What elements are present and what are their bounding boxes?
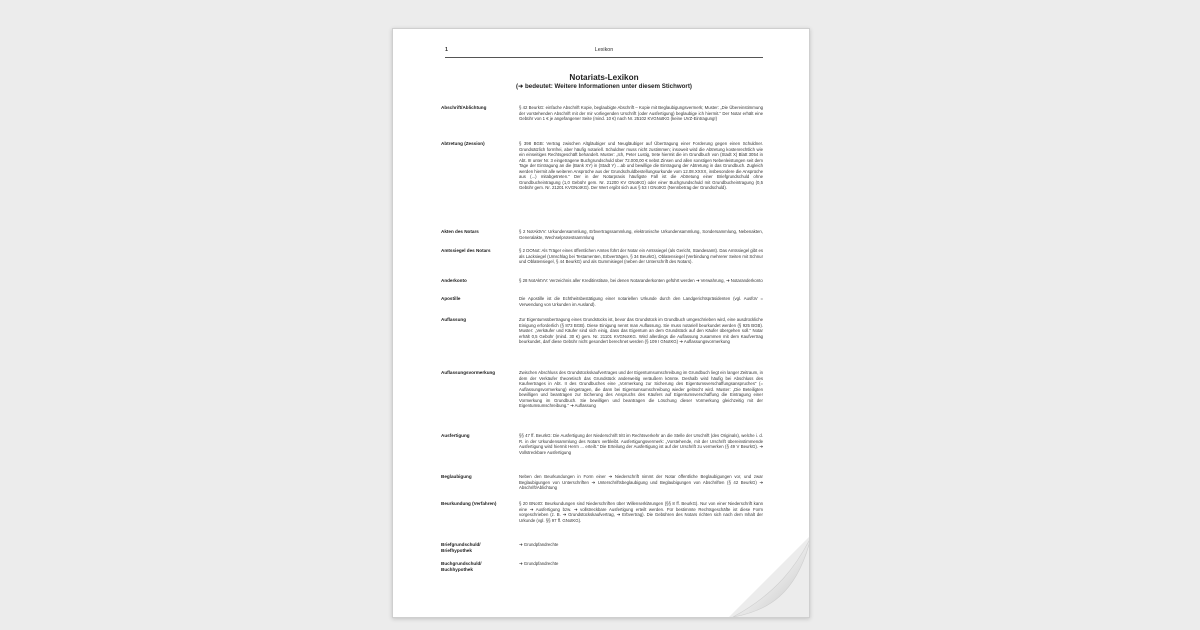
entry-term: Briefgrundschuld/ Briefhypothek bbox=[441, 542, 481, 553]
entry-definition: ➜ Grundpfandrechte bbox=[519, 561, 559, 566]
entry-term: Abtretung (Zession) bbox=[441, 141, 485, 146]
entry-definition: Zwischen Abschluss des Grundstückskaufvertrages und der Eigentumsumschreibung im Grundbuch liegt ein langer Zeitraum, in dem der Verkäufer theoretisch das Grundstück anderweitig veräußern könnte. Deshalb wird häufig bei Abschluss des Kaufvertrages in Abt. II des Grundbuches eine „Vormerkung zur Sicherung des Eigentumsverschaffungsanspruches“ (= Auflassungsvormerkung) eingetragen, die dann bei Eigentumsumschreibung wieder gelöscht wird. Muster: „Die Beteiligten bewilligen und beantragen zur Sicherung des Anspruchs des Käufers auf Eigentumsverschaffung die Eintragung einer Vormerkung im Grundbuch. Sie bewilligen und beantragen die Löschung dieser Vormerkung gleichzeitig mit der Eigentumsumschreibung.“ ➜ Auflassung bbox=[519, 370, 763, 408]
entry-term: Beglaubigung bbox=[441, 474, 472, 479]
lexicon-entry bbox=[441, 278, 765, 296]
entry-definition: § 2 DONot: Als Träger eines öffentlichen Amtes führt der Notar ein Amtssiegel (als Gericht, Standesamt). Das Amtssiegel gibt es als Lacksiegel (Umschlag bei Testamenten, Erbverträgen, § 34 BeurkG), Oblatensiegel (Verbindung mehrerer Seiten mit Schnur und Oblatensiegel, § 44 BeurkG) und als Gummisiegel (neben der Unterschrift des Notars). bbox=[519, 248, 763, 264]
lexicon-entry bbox=[441, 370, 765, 433]
lexicon-entry bbox=[441, 561, 765, 580]
entry-term: Akten des Notars bbox=[441, 229, 479, 234]
entry-definition: § 20 BNotO: Beurkundungen sind Niederschriften über Willenserklärungen (§§ 8 ff. BeurkG). Nur von einer Niederschrift kann eine ➜ Ausfertigung bzw. ➜ vollstreckbare Ausfertigung erteilt werden. Für bestimmte Rechtsgeschäfte ist diese Form vorgeschrieben (z. B. ➜ Grundstückskaufvertrag, ➜ Erbvertrag). Die Gebühren des Notars richten sich nach dem Inhalt der Urkunde (vgl. §§ 97 ff. GNotKG). bbox=[519, 501, 763, 523]
running-header bbox=[445, 45, 763, 57]
running-title: Lexikon bbox=[594, 47, 614, 53]
lexicon-entry bbox=[441, 248, 765, 278]
lexicon-entry bbox=[441, 141, 765, 229]
entry-definition: § 398 BGB: Vertrag zwischen Altgläubiger und Neugläubiger auf Übertragung einer Forderung gegen einen Schuldner. Grundsätzlich formfrei, aber häufig notariell. Schuldner muss nicht zustimmen; insoweit wird die Abtretung kostenrechtlich wie ein einseitiges Rechtsgeschäft behandelt. Muster: „Ich, Peter Lustig, trete hiermit die im Grundbuch von (Stadt X) Blatt 3054 in Abt. III unter Nr. 3 eingetragene Buchgrundschuld über 72.000,00 € nebst Zinsen und allen sonstigen Nebenleistungen seit dem Tage der Eintragung an die (Bank XY) in (Stadt Y) ...ab und bewillige die Eintragung der Abtretung in das Grundbuch. Zugleich werden hiermit alle weiteren Ansprüche aus der Grundschuldbestellungsurkunde vom 12.08.XXXX, insbesondere die Ansprüche aus (...) mitabgetreten.“ Der in der Notarpraxis häufigste Fall ist die Abtretung einer Briefgrundschuld ohne Grundbucheintragung (1,0 Gebühr gem. Nr. 21200 KV GNotKG) oder einer Buchgrundschuld mit Grundbucheintragung (0,5 Gebühr gem. Nr. 21201 KVGNotKG). Der Wert ergibt sich aus § 53 I GNotKG (Nennbetrag der Grundschuld). bbox=[519, 141, 763, 190]
entry-definition: § 2 NotAktVV: Urkundensammlung, Erbvertragssammlung, elektronische Urkundensammlung, Sondersammlung, Nebenakten, Generalakte, Wechselprotestsammlung bbox=[519, 229, 763, 240]
header-rule bbox=[445, 57, 763, 58]
page-number: 1 bbox=[445, 47, 448, 53]
entry-term: Amtssiegel des Notars bbox=[441, 248, 491, 253]
entry-definition: ➜ Grundpfandrechte bbox=[519, 542, 559, 547]
lexicon-entry bbox=[441, 105, 765, 141]
document-subtitle: (➜ bedeutet: Weitere Informationen unter diesem Stichwort) bbox=[516, 83, 692, 90]
lexicon-entry bbox=[441, 229, 765, 248]
document-title: Notariats-Lexikon bbox=[569, 73, 639, 82]
entry-term: Apostille bbox=[441, 296, 461, 301]
lexicon-entry bbox=[441, 296, 765, 317]
lexicon-entry bbox=[441, 501, 765, 542]
lexicon-entry bbox=[441, 317, 765, 370]
entry-definition: § 28 NotAktVV: Verzeichnis aller Kreditinstitute, bei denen Notaranderkonten geführt werden ➜ Verwahrung, ➜ Notaranderkonto bbox=[519, 278, 763, 283]
lexicon-entry bbox=[441, 474, 765, 501]
document-page bbox=[392, 28, 810, 618]
entry-term: Ausfertigung bbox=[441, 433, 470, 438]
entry-definition: Zur Eigentumsübertragung eines Grundstücks ist, bevor das Grundstück im Grundbuch umgeschrieben wird, eine ausdrückliche Einigung erforderlich (§ 873 BGB). Diese Einigung nennt man Auflassung. Sie muss notariell beurkundet werden (§ 925 BGB). Muster: „Verkäufer und Käufer sind sich einig, dass das Eigentum an dem Grundstück auf den Käufer übergehen soll.“ Notar erhält 0,5 Gebühr (mind. 30 €) gem. Nr. 21101 KVGNotKG. Wird allerdings die Auflassung zusammen mit dem Kaufvertrag beurkundet, darf diese Gebühr nicht gesondert berechnet werden (§ 109 I GNotKG) ➜ Auflassungsvormerkung bbox=[519, 317, 763, 344]
entry-term: Anderkonto bbox=[441, 278, 467, 283]
entry-definition: § 42 BeurkG: einfache Abschrift Kopie, beglaubigte Abschrift – Kopie mit Beglaubigungsvermerk; Muster: „Die Übereinstimmung der vorstehenden Abschrift mit der mir vorliegenden Urschrift (oder Ausfertigung) beglaubige ich hiermit.“ Der Notar erhält eine Gebühr von 1 € je angefangener Seite (mind. 10 €) nach Nr. 25102 KVGNotKG (keine UVZ-Eintragung!) bbox=[519, 105, 763, 121]
page-curl-icon bbox=[727, 535, 810, 618]
entry-definition: §§ 47 ff. BeurkG: Die Ausfertigung der Niederschrift tritt im Rechtsverkehr an die Stelle der Urschrift (des Originals), welche i. d. R. in der Urkundensammlung des Notars verbleibt. Ausfertigungsvermerk: „Vorstehende, mit der Urschrift übereinstimmende Ausfertigung wird hiermit Herrn ... erteilt.“ Die Erteilung der Ausfertigung ist auf der Urschrift zu vermerken (§ 49 V BeurkG). ➜ Vollstreckbare Ausfertigung bbox=[519, 433, 763, 455]
lexicon-entry bbox=[441, 542, 765, 561]
entry-definition: Neben den Beurkundungen in Form einer ➜ Niederschrift nimmt der Notar öffentliche Beglaubigungen vor, und zwar Beglaubigungen von Unterschriften ➜ Unterschriftsbeglaubigung und Beglaubigungen von Abschriften (§ 42 BeurkG) ➜ Abschrift/Ablichtung bbox=[519, 474, 763, 490]
lexicon-entries bbox=[441, 105, 765, 580]
entry-definition: Die Apostille ist die Echtheitsbestätigung einer notariellen Urkunde durch den Landgerichtspräsidenten (vgl. AusfüV = Verwendung von Urkunden im Ausland). bbox=[519, 296, 763, 307]
entry-term: Abschrift/Ablichtung bbox=[441, 105, 487, 110]
entry-term: Auflassung bbox=[441, 317, 467, 322]
entry-term: Buchgrundschuld/ Buchhypothek bbox=[441, 561, 482, 572]
entry-term: Beurkundung (Verfahren) bbox=[441, 501, 497, 506]
lexicon-entry bbox=[441, 433, 765, 474]
entry-term: Auflassungsvormerkung bbox=[441, 370, 496, 375]
